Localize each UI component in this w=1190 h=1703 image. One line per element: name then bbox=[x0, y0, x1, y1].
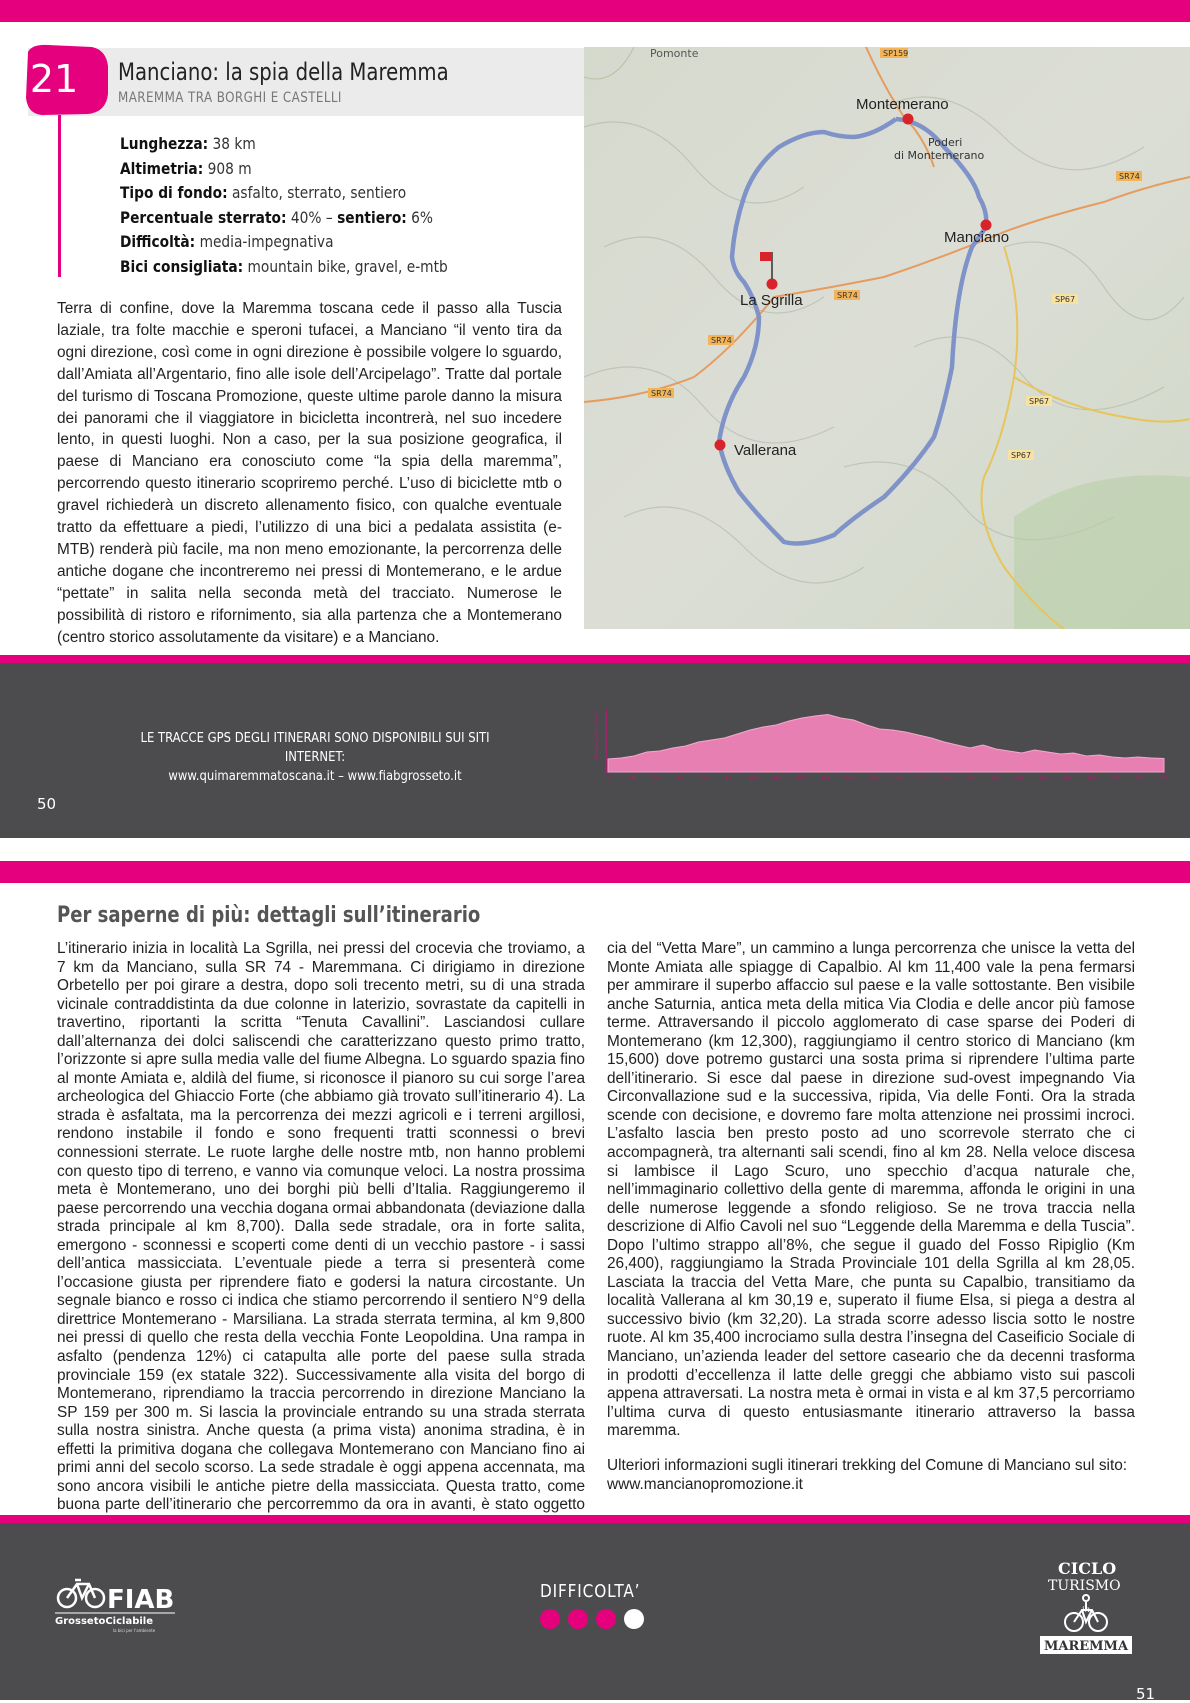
profile-tick-label: 21,1 bbox=[918, 776, 927, 780]
stop-vallerana bbox=[715, 440, 726, 451]
profile-tick-label: 22,8 bbox=[942, 776, 951, 780]
difficulty-dot-empty bbox=[624, 1609, 644, 1629]
route-specs bbox=[120, 132, 560, 279]
more-info bbox=[607, 1457, 1135, 1494]
footer-pink-bar bbox=[0, 1515, 1190, 1523]
cicloturismo-logo bbox=[1038, 1554, 1134, 1662]
profile-tick-label: 28,9 bbox=[1039, 776, 1048, 780]
road-sp67-a: SP67 bbox=[1055, 295, 1076, 304]
spec-length bbox=[120, 132, 498, 157]
profile-tick-label: 30,5 bbox=[1063, 776, 1072, 780]
place-poderi-1: Poderi bbox=[928, 136, 963, 149]
fiab-tagline: la bici per l'ambiente bbox=[113, 1628, 156, 1633]
gps-line-1: LE TRACCE GPS DEGLI ITINERARI SONO DISPONIBILI SUI SITI INTERNET: bbox=[140, 730, 490, 765]
road-sr74-c: SR74 bbox=[711, 336, 732, 345]
route-number: 21 bbox=[29, 57, 79, 101]
details-heading: Per saperne di più: dettagli sull’itinerario bbox=[57, 903, 481, 928]
spec-altimetry bbox=[120, 157, 498, 182]
route-title: Manciano: la spia della Maremma bbox=[118, 58, 449, 86]
profile-tick-label: 15,1 bbox=[821, 776, 830, 780]
road-sp67-c: SP67 bbox=[1011, 451, 1032, 460]
in-text: in bbox=[1082, 1605, 1090, 1614]
place-poderi-2: di Montemerano bbox=[894, 149, 985, 162]
profile-tick-label: 35,3 bbox=[1135, 776, 1144, 780]
turismo-text: TURISMO bbox=[1048, 1578, 1121, 1594]
spec-gravel bbox=[120, 206, 498, 231]
profile-tick-label: 32,1 bbox=[1087, 776, 1096, 780]
spec-difficulty-value: media-impegnativa bbox=[199, 232, 334, 251]
fiab-logo bbox=[55, 1572, 185, 1634]
profile-tick-label: 7,5 bbox=[701, 776, 708, 780]
route-number-badge bbox=[22, 42, 110, 118]
road-sr74-b: SR74 bbox=[837, 291, 858, 300]
profile-tick-label: 18,0 bbox=[869, 776, 878, 780]
road-sp159: SP159 bbox=[883, 49, 909, 58]
road-sr74-a: SR74 bbox=[1119, 172, 1140, 181]
profile-tick-label: 16,5 bbox=[845, 776, 854, 780]
page-number-right: 51 bbox=[1136, 1685, 1156, 1703]
spec-path-value: 6% bbox=[411, 207, 433, 227]
spec-altimetry-label: Altimetria: bbox=[120, 158, 204, 178]
spec-difficulty bbox=[120, 230, 498, 255]
spec-gravel-label: Percentuale sterrato: bbox=[120, 207, 287, 227]
profile-tick-label: 27,4 bbox=[1014, 776, 1024, 780]
spec-gravel-value: 40% – bbox=[290, 207, 333, 227]
difficulty-dot-filled bbox=[540, 1609, 560, 1629]
profile-tick-label: 10,4 bbox=[748, 776, 758, 780]
profile-ylabel: altitudine (metri s.l.m.) bbox=[594, 713, 599, 760]
profile-tick-label: 5,0 bbox=[677, 776, 684, 780]
spec-length-label: Lunghezza: bbox=[120, 134, 209, 153]
road-sr74-d: SR74 bbox=[651, 389, 672, 398]
place-manciano: Manciano bbox=[944, 229, 1010, 246]
profile-tick-label: 8,6 bbox=[726, 776, 732, 780]
fiab-text: FIAB bbox=[107, 1585, 175, 1615]
difficulty-label: DIFFICOLTA’ bbox=[540, 1581, 641, 1602]
stop-la-sgrilla bbox=[767, 279, 778, 290]
profile-tick-label: 12,1 bbox=[773, 776, 782, 780]
more-info-link[interactable]: www.mancianopromozione.it bbox=[607, 1475, 803, 1493]
elevation-profile bbox=[592, 708, 1172, 786]
mid-pink-bar-2 bbox=[0, 861, 1190, 883]
spec-path-label: sentiero: bbox=[337, 207, 407, 227]
route-subtitle: MAREMMA TRA BORGHI E CASTELLI bbox=[118, 90, 342, 106]
profile-tick-label: 25,8 bbox=[990, 776, 999, 780]
place-pomonte: Pomonte bbox=[650, 47, 699, 60]
spec-bike bbox=[120, 255, 498, 280]
profile-tick-label: 33,8 bbox=[1111, 776, 1120, 780]
gps-line-2: www.quimaremmatoscana.it – www.fiabgrosseto.it bbox=[168, 768, 462, 784]
maremma-text: MAREMMA bbox=[1043, 1639, 1129, 1654]
spec-difficulty-label: Difficoltà: bbox=[120, 232, 196, 251]
spec-altimetry-value: 908 m bbox=[207, 158, 252, 178]
intro-paragraph: Terra di confine, dove la Maremma toscana cede il passo alla Tuscia laziale, tra folte macchie e speroni tufacei, a Manciano “il vento tira da ogni direzione, così come in ogni direzione è possibile volgere lo sguardo, dall’Amiata all’Argentario, fino alle isole dell’Arcipelago”. Tratte dal portale del turismo di Toscana Promozione, queste ultime parole danno la misura dei panorami che il viaggiatore in bicicletta incontrerà, nel suo incedere lento, in questi luoghi. Non a caso, per la sua posizione geografica, il paese di Manciano era conosciuto come “la spia della maremma”, percorrendo questo itinerario scopriremo perché. L’uso di biciclette mtb o gravel richiederà un discreto allenamento fisico, con qualche eventuale tratto da effettuare a piedi, l’utilizzo di una bici a pedalata assistita (e-MTB) renderà più facile, ma non meno emozionante, la percorrenza delle antiche dogane che incontreremo nei pressi di Montemerano, e le ardue “pettate” in salita nella seconda metà del tracciato. Numerose le possibilità di ristoro e rifornimento, sia alla partenza che a Montemerano (centro storico assolutamente da visitare) e a Manciano. bbox=[57, 300, 562, 646]
details-column-1: L’itinerario inizia in località La Sgrilla, nei pressi del crocevia che troviamo, a 7 km da Manciano, sulla SR 74 - Maremmana. Ci dirigiamo in direzione Orbetello per poi girare a destra, dopo soli trecento metri, su di una strada vicinale contraddistinta da due colonne in laterizio, sovrastate da capitelli in travertino, riportanti la scritta “Tenuta Cavallini”. Lasciandosi cullare dall’alternanza dei dolci saliscendi che caratterizzano questo primo tratto, l’orizzonte si apre sulla media valle del fiume Albegna. Lo sguardo spazia fino al monte Amiata e, aldilà del fiume, si riconosce il pianoro su cui sorge l’area archeologica del Ghiaccio Forte (che abbiamo già trovato sull’itinerario 4). La strada è asfaltata, ma la percorrenza dei mezzi agricoli e i terreni argillosi, rendono instabile il fondo e sono frequenti tratti sconnessi o brevi connessioni sterrate. Le ruote larghe delle nostre mtb, non hanno problemi con questo tipo di terreno, e vanno via comunque veloci. La nostra prossima meta è Montemerano, uno dei borghi più belli d’Italia. Raggiungeremo il paese percorrendo una vecchia dogana ormai abbandonata (deviazione dalla strada principale al km 8,700). Dalla sede stradale, ora in forte salita, emergono - sconnessi e scoperti come denti di un vecchio pastore - i sassi dell’antica massicciata. L’eventuale piede a terra si presenterà come l’occasione giusta per riprendere fiato e godersi la natura circostante. Un segnale bianco e rosso ci indica che stiamo percorrendo il sentiero N°9 della direttrice Montemerano - Marsiliana. La strada sterrata termina, al km 9,800 nei pressi di quello che resta della vecchia Fonte Leopoldina. Una rampa in asfalto (pendenza 12%) ci catapulta alle porte del paese sulla strada provinciale 159 (ex statale 322). Successivamente alla visita del borgo di Montemerano, riprendiamo la traccia percorrendo in direzione Manciano la SP 159 per 300 m. Si lascia la provinciale entrando su una strada sterrata sulla nostra sinistra. Anche questa (a prima vista) anonima stradina, è in effetti la primitiva dogana che collegava Montemerano con Manciano fino ai primi anni del secolo scorso. La sede stradale è oggi appena accennata, ma sono ancora visibili le antiche pietre della massicciata. Questa tratto, come buona parte dell’itinerario che percorremmo da ora in avanti, è stato oggetto bbox=[57, 940, 585, 1514]
place-vallerana: Vallerana bbox=[734, 442, 797, 459]
spec-surface-value: asfalto, sterrato, sentiero bbox=[231, 183, 407, 202]
profile-tick-label: 3,5 bbox=[653, 776, 660, 780]
stop-montemerano bbox=[903, 114, 914, 125]
specs-accent-line bbox=[58, 115, 61, 277]
place-montemerano: Montemerano bbox=[856, 96, 949, 113]
profile-tick-label: 0 bbox=[606, 776, 610, 780]
spec-bike-value: mountain bike, gravel, e-mtb bbox=[247, 256, 448, 276]
more-info-text: Ulteriori informazioni sugli itinerari trekking del Comune di Manciano sul sito: bbox=[607, 1457, 1128, 1474]
spec-surface-label: Tipo di fondo: bbox=[120, 183, 228, 202]
profile-tick-label: 19,6 bbox=[894, 776, 903, 780]
fiab-subtitle: GrossetoCiclabile bbox=[55, 1616, 154, 1627]
difficulty-dots bbox=[540, 1609, 652, 1631]
profile-tick-label: 13,7 bbox=[797, 776, 806, 780]
difficulty-dot-filled bbox=[596, 1609, 616, 1629]
bicycle-icon bbox=[58, 1580, 104, 1607]
details-column-2: cia del “Vetta Mare”, un cammino a lunga percorrenza che unisce la vetta del Monte Amiata alle spiagge di Capalbio. Al km 11,400 vale la pena fermarsi per ammirare il superbo affaccio sul paese e la valle sottostante. Ben visibile anche Saturnia, antica meta della mitica Via Clodia e delle ancor più famose terme. Attraversando il piccolo agglomerato di case sparse dei Poderi di Montemerano (km 12,300), raggiungiamo il centro storico di Manciano (km 15,600) dove potremo gustarci una sosta prima si riprendere l’ultima parte dell’itinerario. Si esce dal paese in direzione sud-ovest impegnando Via Circonvallazione sud e la successiva, ripida, Via delle Fonti. Ora la strada scende con decisione, e dovremo fare molta attenzione nei prossimi incroci. L’asfalto lascia ben presto posto ad uno scorrevole sterrato che ci accompagnerà, tra alternanti sali scendi, fino al km 28. Nella veloce discesa si lambisce il Lago Scuro, uno specchio d’acqua naturale che, nell’immaginario collettivo della gente di maremma, affonda le origini in una delle numerose leggende a sfondo religioso. Se ne trova traccia nella descrizione di Alfio Cavoli nel suo “Leggende della Maremma e della Tuscia”. Dopo l’ultimo strappo all’8%, che segue il guado del Fosso Ripiglio (Km 26,400), raggiungiamo la Strada Provinciale 101 della Sgrilla al km 28,05. Lasciata la traccia del Vetta Mare, che punta su Capalbio, transitiamo da località Vallerana al km 30,19 e, superato il fiume Elsa, si piega a destra al successivo bivio (km 32,20). La strada scorre adesso liscia sotto le nostre ruote. Al km 35,400 incrociamo sulla destra l’insegna del Caseificio Sociale di Manciano, un’azienda leader del settore caseario che da decenni trasforma in prodotti d’eccellenza il latte delle greggi che abbiamo visto sui pascoli appena attraversati. La nostra meta è ormai in vista e al km 37,5 percorriamo l’ultima curva di questo entusiasmante itinerario attraverso la bassa maremma. bbox=[607, 940, 1135, 1440]
gps-info bbox=[80, 729, 550, 786]
ciclo-text: CICLO bbox=[1058, 1559, 1117, 1578]
difficulty-dot-filled bbox=[568, 1609, 588, 1629]
top-pink-bar bbox=[0, 0, 1190, 22]
profile-tick-label: 1,89 bbox=[628, 776, 637, 780]
road-sp67-b: SP67 bbox=[1029, 397, 1050, 406]
page-number-left: 50 bbox=[37, 795, 57, 813]
profile-tick-label: 37,0 bbox=[1159, 776, 1169, 780]
route-map bbox=[584, 47, 1190, 629]
spec-bike-label: Bici consigliata: bbox=[120, 256, 244, 276]
profile-tick-label: 24,3 bbox=[966, 776, 975, 780]
spec-length-value: 38 km bbox=[212, 134, 256, 153]
spec-surface bbox=[120, 181, 498, 206]
mid-pink-bar-1 bbox=[0, 655, 1190, 663]
place-la-sgrilla: La Sgrilla bbox=[740, 292, 803, 309]
